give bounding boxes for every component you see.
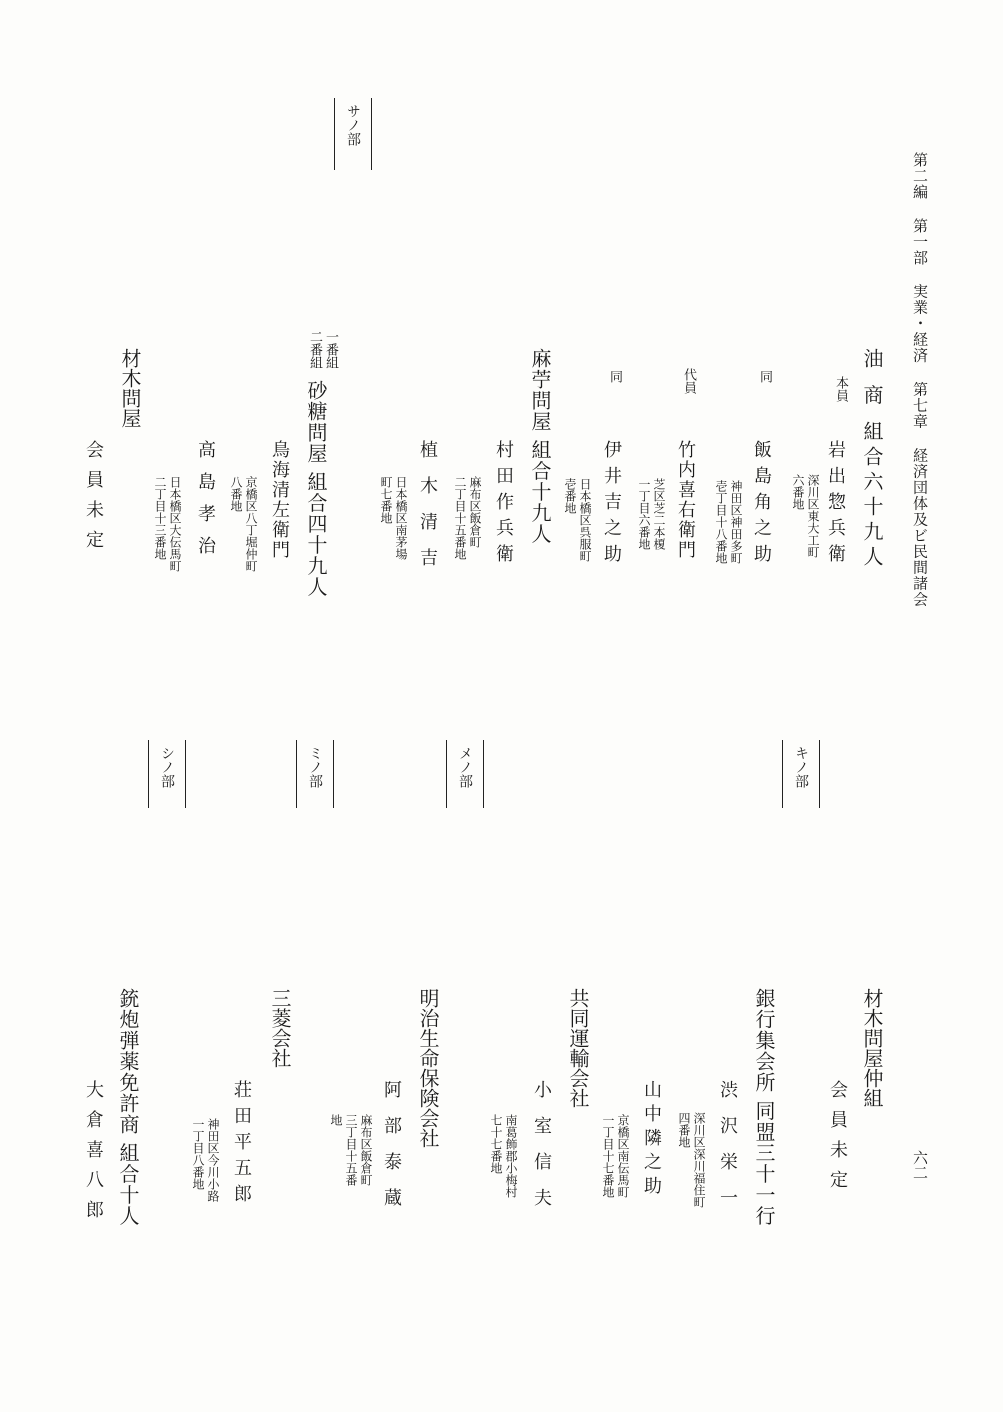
- asa-r1-addr: 麻布区飯倉町 二丁目十五番地: [453, 476, 482, 560]
- page-number: 六二: [911, 1150, 929, 1180]
- zaimoku-nakama-title: 材木問屋仲組: [860, 988, 884, 1108]
- abura-r4-addr: 日本橋区呉服町 壱番地: [563, 478, 592, 562]
- zaimoku-nakama-note: 会員未定: [827, 1080, 848, 1200]
- abura-r3-name: 竹内喜右衛門: [675, 440, 696, 560]
- section-box-sa: [334, 98, 372, 170]
- section-label-shi: シノ部: [159, 746, 175, 788]
- mitsubishi-r1-name: 荘田平五郎: [231, 1080, 252, 1210]
- juho-r1-name: 大倉喜八郎: [83, 1080, 104, 1230]
- juho-title: 銃炮弾薬免許商 組合十人: [116, 988, 140, 1227]
- section-box-me: [446, 740, 484, 808]
- sato-title: 砂糖問屋 組合四十九人: [304, 380, 328, 598]
- section-box-shi: [148, 740, 186, 808]
- abura-r2-addr: 神田区神田多町 壱丁目十八番地: [714, 480, 743, 564]
- section-label-mi: ミノ部: [307, 746, 323, 788]
- meiji-title: 明治生命保険会社: [416, 988, 440, 1148]
- abura-r4-name: 伊井吉之助: [601, 440, 622, 570]
- section-box-mi: [296, 740, 334, 808]
- abura-r3-role: 代員: [681, 368, 696, 394]
- section-label-me: メノ部: [457, 746, 473, 788]
- ginko-title: 銀行集会所 同盟三十一行: [752, 988, 776, 1227]
- zaimoku-note: 会員未定: [83, 440, 104, 560]
- meiji-r1-addr: 麻布区飯倉町 三丁目十五番 地: [329, 1114, 373, 1186]
- abura-title: 油 商 組合六十九人: [860, 348, 884, 571]
- ginko-r2-addr: 京橋区南伝馬町 一丁目十七番地: [601, 1114, 630, 1198]
- sato-prefix: 一番組 二番組: [307, 330, 338, 369]
- kyodo-r1-addr: 南葛飾郡小梅村 七十七番地: [489, 1114, 518, 1198]
- kyodo-r1-name: 小室信夫: [531, 1080, 552, 1224]
- kyodo-title: 共同運輸会社: [566, 988, 590, 1108]
- sato-r2-addr: 日本橋区大伝馬町 二丁目十三番地: [153, 476, 182, 572]
- zaimoku-title: 材木問屋: [118, 348, 142, 428]
- ginko-r1-addr: 深川区深川福住町 四番地: [677, 1112, 706, 1208]
- asa-r1-name: 村田作兵衛: [493, 440, 514, 570]
- asa-r2-addr: 日本橋区南茅場 町七番地: [379, 476, 408, 560]
- sato-r2-name: 高島孝治: [195, 440, 216, 568]
- ginko-r2-name: 山中隣之助: [641, 1080, 662, 1200]
- running-title: 第二編 第一部 実業・経済 第七章 経済団体及ビ民間諸会: [911, 152, 929, 608]
- abura-r1-name: 岩出惣兵衛: [825, 440, 846, 570]
- abura-r1-addr: 深川区東大工町 六番地: [791, 474, 820, 558]
- sato-r1-addr: 京橋区八丁堀仲町 八番地: [229, 476, 258, 572]
- asa-r2-name: 植木清吉: [417, 440, 438, 584]
- mitsubishi-r1-addr: 神田区今川小路 一丁目八番地: [191, 1118, 220, 1202]
- abura-r2-name: 飯島角之助: [751, 440, 772, 570]
- asa-title: 麻苧問屋 組合十九人: [528, 348, 552, 545]
- sato-r1-name: 鳥海清左衛門: [269, 440, 290, 560]
- mitsubishi-title: 三菱会社: [268, 988, 292, 1068]
- abura-r4-role: 同: [607, 370, 622, 383]
- section-box-ki: [782, 740, 820, 808]
- meiji-r1-name: 阿部泰蔵: [381, 1080, 402, 1224]
- section-label-sa: サノ部: [345, 104, 361, 146]
- abura-r1-role: 本員: [833, 376, 848, 402]
- section-label-ki: キノ部: [793, 746, 809, 788]
- abura-r2-role: 同: [757, 370, 772, 383]
- ginko-r1-name: 渋沢栄一: [717, 1080, 738, 1224]
- abura-r3-addr: 芝区芝二本榎 一丁目六番地: [637, 478, 666, 550]
